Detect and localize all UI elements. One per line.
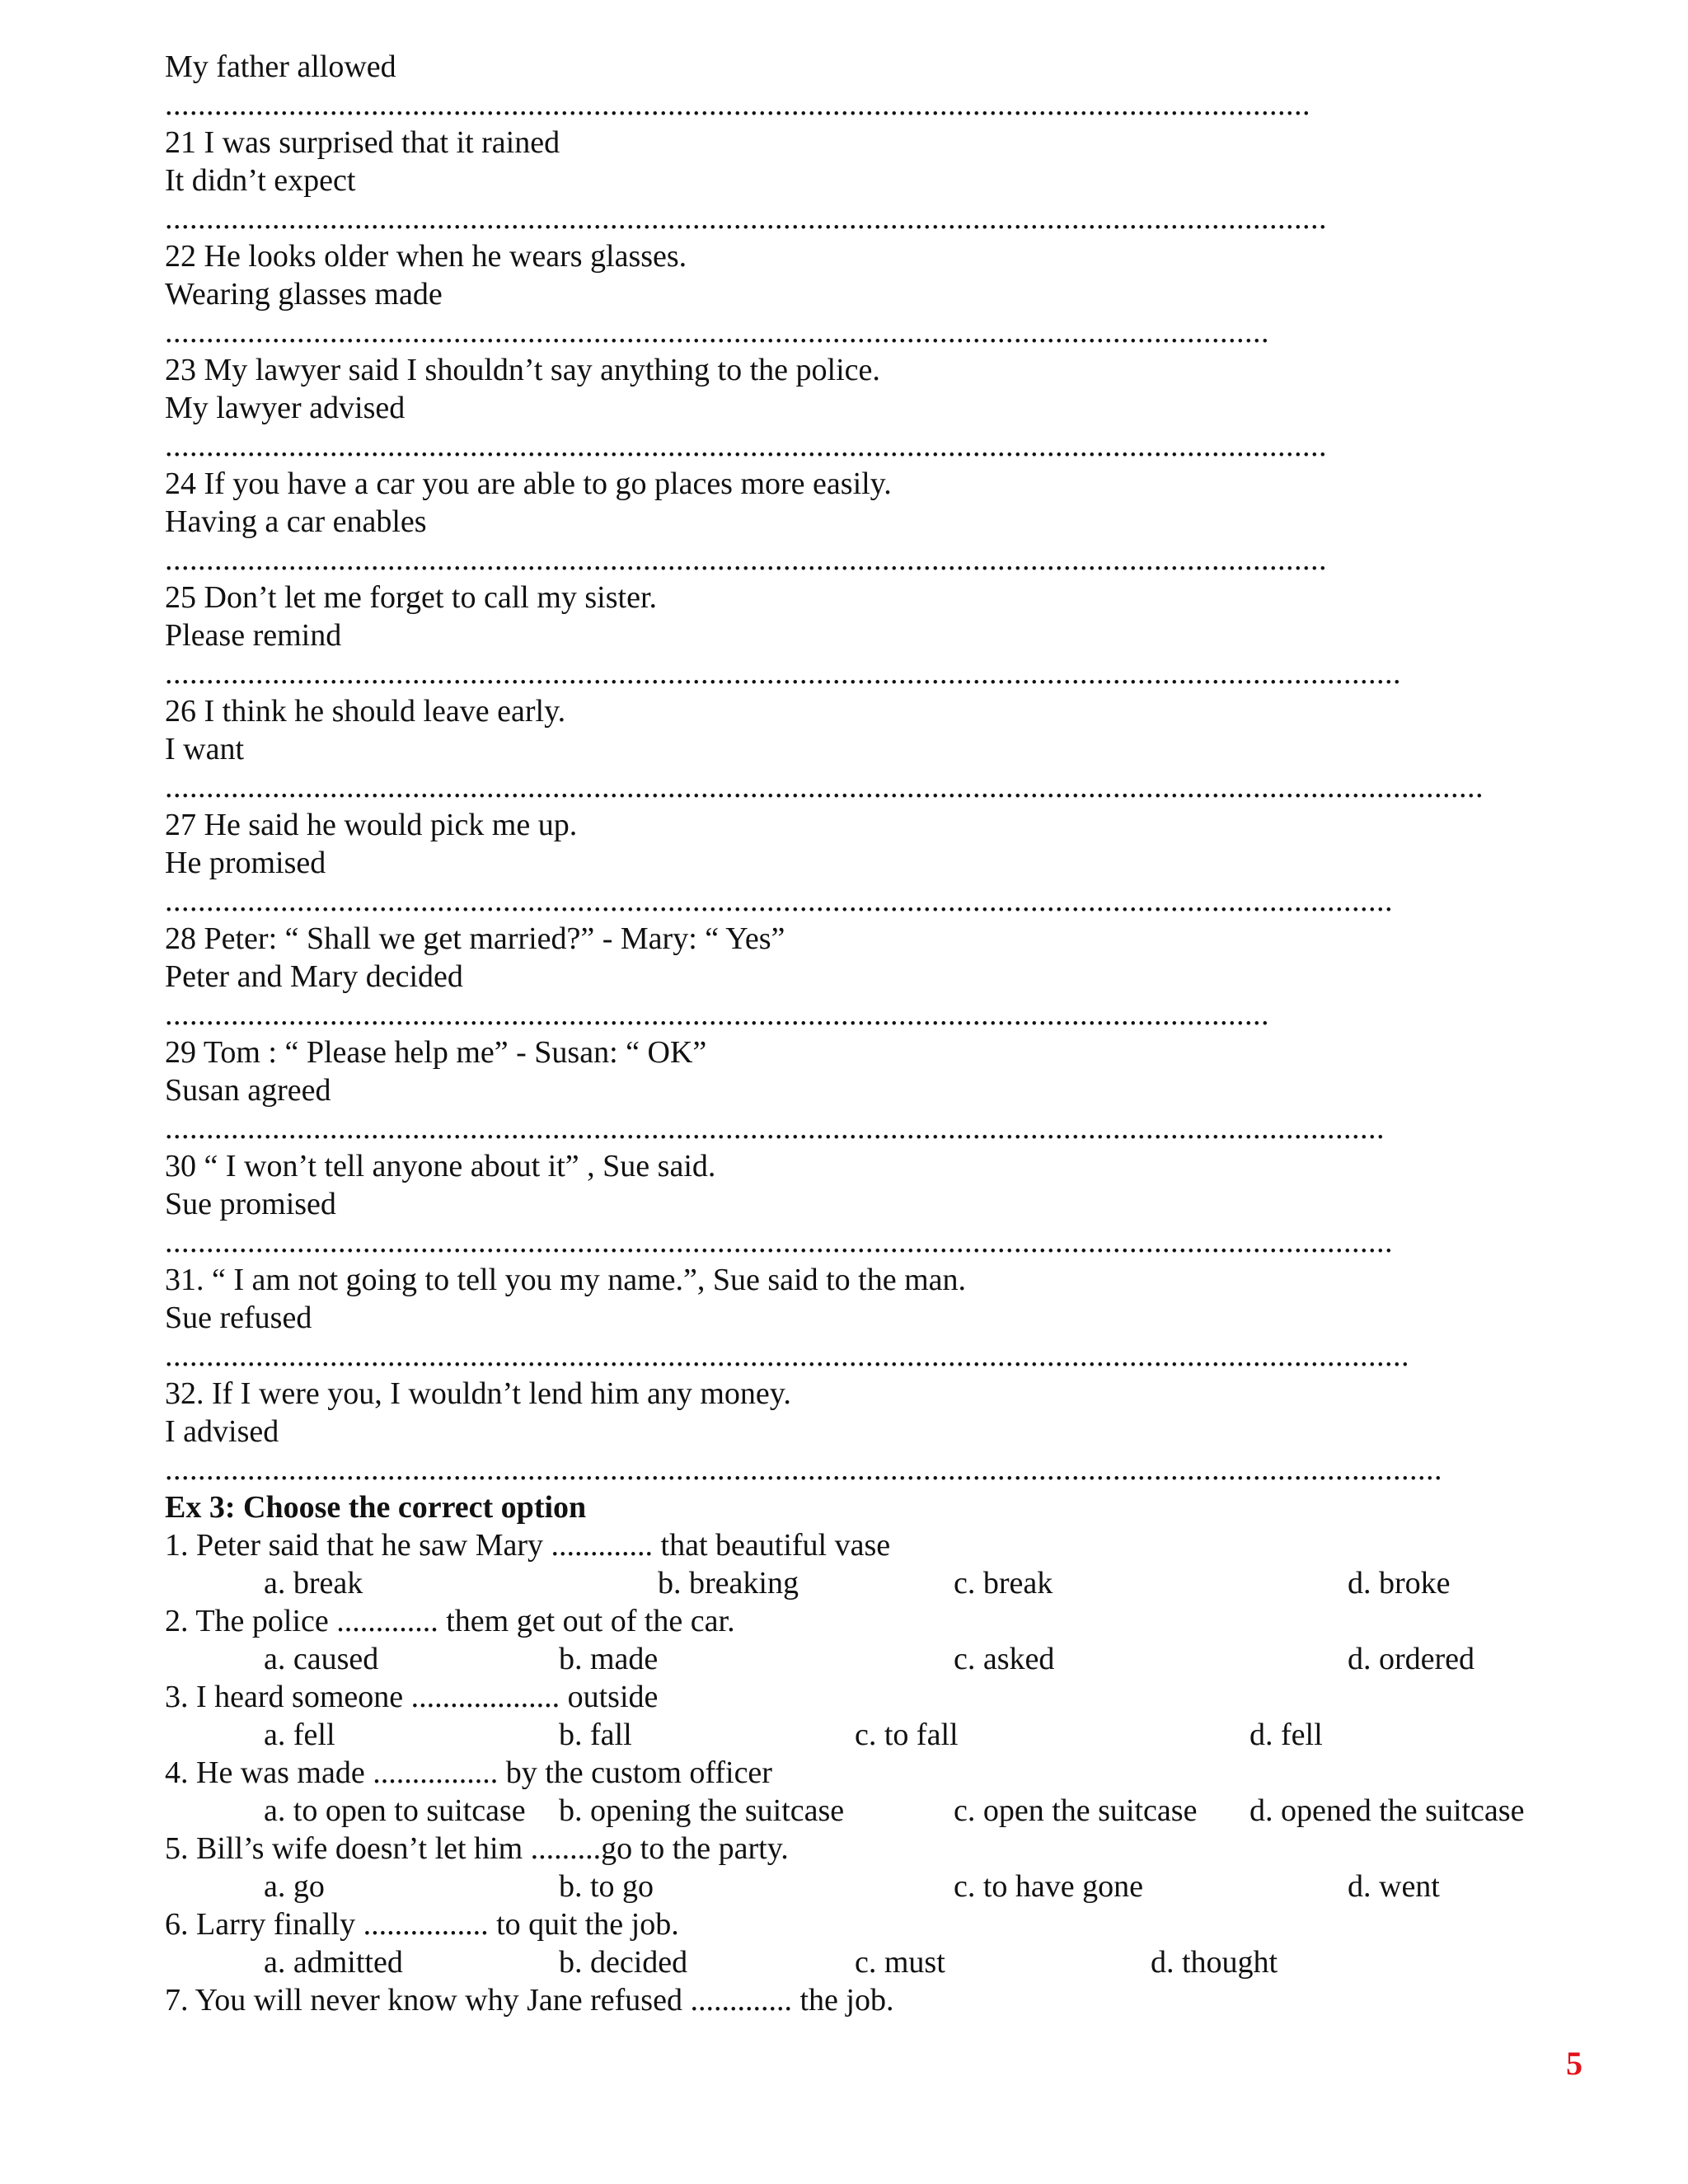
rewrite-prompt: Please remind bbox=[165, 618, 342, 653]
rewrite-prompt: My father allowed bbox=[165, 49, 396, 84]
question-text: 22 He looks older when he wears glasses. bbox=[165, 239, 687, 274]
option-b: b. made bbox=[559, 1642, 659, 1676]
answer-line: ............................................................................................................................................. bbox=[165, 201, 1327, 236]
answer-line: .................................................................................................................................................... bbox=[165, 1111, 1385, 1146]
question-text: 25 Don’t let me forget to call my sister. bbox=[165, 580, 657, 615]
mc-options bbox=[165, 1868, 1582, 1905]
option-a: a. fell bbox=[264, 1718, 335, 1752]
option-a: a. break bbox=[264, 1566, 363, 1601]
mc-question: 4. He was made ................ by the custom officer bbox=[165, 1755, 772, 1790]
option-b: b. to go bbox=[559, 1869, 654, 1904]
mc-question: 5. Bill’s wife doesn’t let him .........go to the party. bbox=[165, 1831, 789, 1866]
rewrite-prompt: Having a car enables bbox=[165, 504, 427, 539]
page-number: 5 bbox=[1566, 2045, 1582, 2082]
option-c: c. to fall bbox=[855, 1718, 959, 1752]
mc-options bbox=[165, 1792, 1582, 1830]
answer-line: ....................................................................................................................................................... bbox=[165, 1338, 1409, 1373]
rewrite-prompt: My lawyer advised bbox=[165, 391, 406, 425]
mc-question: 6. Larry finally ................ to quit the job. bbox=[165, 1907, 679, 1942]
option-a: a. caused bbox=[264, 1642, 379, 1676]
answer-line: ..................................................................................................................................................... bbox=[165, 883, 1393, 918]
option-b: b. breaking bbox=[658, 1566, 799, 1601]
question-text: 28 Peter: “ Shall we get married?” - Mary: “ Yes” bbox=[165, 921, 785, 956]
answer-line: ..................................................................................................................................................... bbox=[165, 1225, 1393, 1259]
option-d: d. ordered bbox=[1348, 1642, 1475, 1676]
option-b: b. fall bbox=[559, 1718, 632, 1752]
worksheet-page bbox=[165, 48, 1582, 2019]
mc-question: 7. You will never know why Jane refused ............. the job. bbox=[165, 1983, 894, 2018]
answer-line: ........................................................................................................................................................... bbox=[165, 1452, 1442, 1487]
option-d: d. fell bbox=[1250, 1718, 1323, 1752]
question-text: 31. “ I am not going to tell you my name.”, Sue said to the man. bbox=[165, 1263, 966, 1297]
question-text: 27 He said he would pick me up. bbox=[165, 808, 578, 842]
option-b: b. opening the suitcase bbox=[559, 1793, 845, 1828]
rewrite-prompt: Peter and Mary decided bbox=[165, 959, 463, 994]
mc-options bbox=[165, 1716, 1582, 1754]
mc-question: 3. I heard someone ................... outside bbox=[165, 1680, 659, 1714]
option-d: d. went bbox=[1348, 1869, 1440, 1904]
option-a: a. to open to suitcase bbox=[264, 1793, 526, 1828]
question-text: 26 I think he should leave early. bbox=[165, 694, 566, 729]
rewrite-prompt: I advised bbox=[165, 1414, 279, 1449]
option-b: b. decided bbox=[559, 1945, 688, 1980]
answer-line: ............................................................................................................................................. bbox=[165, 542, 1327, 577]
question-text: 32. If I were you, I wouldn’t lend him any money. bbox=[165, 1376, 791, 1411]
rewrite-prompt: Wearing glasses made bbox=[165, 277, 443, 312]
question-text: 21 I was surprised that it rained bbox=[165, 125, 560, 160]
answer-line: ................................................................................................................................................................ bbox=[165, 770, 1484, 804]
exercise-heading: Ex 3: Choose the correct option bbox=[165, 1490, 587, 1525]
mc-question: 2. The police ............. them get out of the car. bbox=[165, 1604, 735, 1638]
question-text: 29 Tom : “ Please help me” - Susan: “ OK” bbox=[165, 1035, 707, 1070]
option-c: c. to have gone bbox=[954, 1869, 1144, 1904]
option-c: c. break bbox=[954, 1566, 1053, 1601]
answer-line: ........................................................................................................................................... bbox=[165, 87, 1311, 122]
rewrite-prompt: It didn’t expect bbox=[165, 163, 356, 198]
mc-options bbox=[165, 1564, 1582, 1602]
rewrite-prompt: Sue promised bbox=[165, 1187, 336, 1221]
option-c: c. open the suitcase bbox=[954, 1793, 1198, 1828]
option-d: d. opened the suitcase bbox=[1250, 1793, 1525, 1828]
answer-line: ............................................................................................................................................. bbox=[165, 429, 1327, 463]
option-a: a. admitted bbox=[264, 1945, 403, 1980]
option-a: a. go bbox=[264, 1869, 325, 1904]
option-c: c. asked bbox=[954, 1642, 1055, 1676]
mc-options bbox=[165, 1640, 1582, 1678]
mc-options bbox=[165, 1943, 1582, 1981]
option-d: d. thought bbox=[1151, 1945, 1278, 1980]
option-d: d. broke bbox=[1348, 1566, 1451, 1601]
answer-line: ...................................................................................................................................... bbox=[165, 315, 1269, 349]
rewrite-prompt: I want bbox=[165, 732, 245, 766]
question-text: 30 “ I won’t tell anyone about it” , Sue said. bbox=[165, 1149, 716, 1183]
rewrite-prompt: Susan agreed bbox=[165, 1073, 331, 1108]
rewrite-prompt: Sue refused bbox=[165, 1301, 312, 1335]
answer-line: ...................................................................................................................................................... bbox=[165, 656, 1401, 691]
answer-line: ...................................................................................................................................... bbox=[165, 997, 1269, 1032]
question-text: 23 My lawyer said I shouldn’t say anything to the police. bbox=[165, 353, 880, 387]
option-c: c. must bbox=[855, 1945, 945, 1980]
question-text: 24 If you have a car you are able to go places more easily. bbox=[165, 466, 892, 501]
rewrite-prompt: He promised bbox=[165, 846, 326, 880]
mc-question: 1. Peter said that he saw Mary ............. that beautiful vase bbox=[165, 1528, 891, 1563]
